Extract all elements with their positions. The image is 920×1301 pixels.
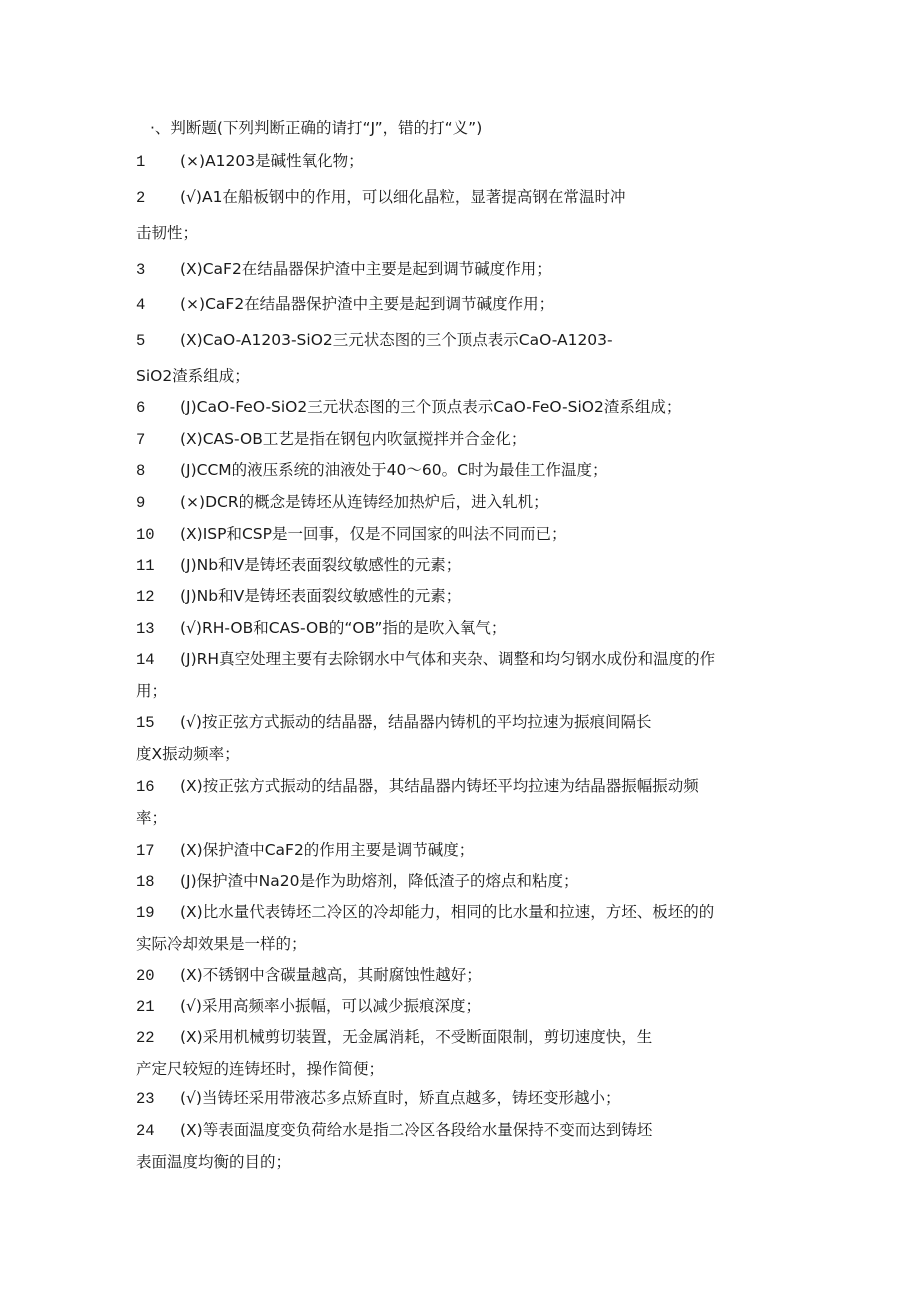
question-item bbox=[136, 187, 625, 208]
question-item bbox=[136, 902, 714, 923]
question-item bbox=[136, 1027, 652, 1048]
question-text-continuation: 表面温度均衡的目的； bbox=[136, 1153, 292, 1171]
question-item bbox=[136, 586, 461, 607]
question-number: 1 bbox=[136, 153, 146, 171]
question-item bbox=[136, 259, 552, 280]
question-number: 20 bbox=[136, 967, 155, 985]
question-text: (J)RH真空处理主要有去除钢水中气体和夹杂、调整和均匀钢水成份和温度的作 bbox=[180, 650, 716, 668]
question-number: 11 bbox=[136, 557, 155, 575]
question-text: (J)CaO-FeO-SiO2三元状态图的三个顶点表示CaO-FeO-SiO2渣系组成； bbox=[180, 398, 682, 416]
question-number: 21 bbox=[136, 998, 155, 1016]
question-text: (√)A1在船板钢中的作用，可以细化晶粒，显著提高钢在常温时冲 bbox=[180, 188, 626, 206]
question-text: (X)按正弦方式振动的结晶器，其结晶器内铸坯平均拉速为结晶器振幅振动频 bbox=[180, 777, 699, 795]
question-number: 7 bbox=[136, 431, 146, 449]
question-item bbox=[136, 555, 461, 576]
question-number: 15 bbox=[136, 714, 155, 732]
question-text: (√)当铸坯采用带液芯多点矫直时，矫直点越多，铸坯变形越小； bbox=[180, 1089, 621, 1107]
question-number: 18 bbox=[136, 873, 155, 891]
question-text-continuation: 击韧性； bbox=[136, 224, 199, 242]
question-item bbox=[136, 330, 613, 351]
question-text: (J)Nb和V是铸坯表面裂纹敏感性的元素； bbox=[180, 587, 462, 605]
question-item bbox=[136, 460, 607, 481]
question-text: (×)DCR的概念是铸坯从连铸经加热炉后，进入轧机； bbox=[180, 493, 549, 511]
question-text: (X)等表面温度变负荷给水是指二冷区各段给水量保持不变而达到铸坯 bbox=[180, 1121, 653, 1139]
question-text: (X)保护渣中CaF2的作用主要是调节碱度； bbox=[180, 841, 475, 859]
question-text: (X)ISP和CSP是一回事，仅是不同国家的叫法不同而已； bbox=[180, 525, 567, 543]
question-item bbox=[136, 618, 506, 639]
question-number: 9 bbox=[136, 494, 146, 512]
question-item bbox=[136, 151, 364, 172]
question-item bbox=[136, 429, 526, 450]
question-item bbox=[136, 524, 566, 545]
question-item bbox=[136, 712, 651, 733]
question-item bbox=[136, 965, 482, 986]
question-number: 22 bbox=[136, 1029, 155, 1047]
question-item bbox=[136, 294, 554, 315]
question-item bbox=[136, 776, 699, 797]
question-text: (J)保护渣中Na20是作为助熔剂，降低渣子的熔点和粘度； bbox=[180, 872, 579, 890]
question-number: 3 bbox=[136, 261, 146, 279]
question-number: 19 bbox=[136, 904, 155, 922]
question-number: 16 bbox=[136, 778, 155, 796]
question-text: (√)RH-OB和CAS-OB的“OB”指的是吹入氧气； bbox=[180, 619, 507, 637]
question-text: (X)不锈钢中含碳量越高，其耐腐蚀性越好； bbox=[180, 966, 482, 984]
question-number: 23 bbox=[136, 1090, 155, 1108]
question-number: 5 bbox=[136, 332, 146, 350]
question-text-continuation: 度X振动频率； bbox=[136, 745, 240, 763]
question-number: 6 bbox=[136, 399, 146, 417]
question-item bbox=[136, 871, 578, 892]
question-text: (X)CaO-A1203-SiO2三元状态图的三个顶点表示CaO-A1203- bbox=[180, 331, 613, 349]
question-text: (X)CaF2在结晶器保护渣中主要是起到调节碱度作用； bbox=[180, 260, 552, 278]
section-heading: ·、判断题(下列判断正确的请打“J”，错的打“义”) bbox=[150, 119, 483, 137]
question-text: (J)CCM的液压系统的油液处于40～60。C时为最佳工作温度； bbox=[180, 461, 608, 479]
question-text: (J)Nb和V是铸坯表面裂纹敏感性的元素； bbox=[180, 556, 462, 574]
question-text: (×)CaF2在结晶器保护渣中主要是起到调节碱度作用； bbox=[180, 295, 555, 313]
question-text-continuation: 实际冷却效果是一样的； bbox=[136, 935, 307, 953]
question-number: 14 bbox=[136, 651, 155, 669]
question-number: 24 bbox=[136, 1122, 155, 1140]
question-number: 12 bbox=[136, 588, 155, 606]
question-item bbox=[136, 492, 549, 513]
question-text: (X)采用机械剪切装置，无金属消耗，不受断面限制，剪切速度快，生 bbox=[180, 1028, 653, 1046]
question-text: (X)比水量代表铸坯二冷区的冷却能力，相同的比水量和拉速，方坯、板坯的的 bbox=[180, 903, 715, 921]
question-text: (×)A1203是碱性氧化物； bbox=[180, 152, 364, 170]
question-item bbox=[136, 649, 715, 670]
question-text: (X)CAS-OB工艺是指在钢包内吹氩搅拌并合金化； bbox=[180, 430, 527, 448]
question-text: (√)按正弦方式振动的结晶器，结晶器内铸机的平均拉速为振痕间隔长 bbox=[180, 713, 652, 731]
question-number: 4 bbox=[136, 296, 146, 314]
question-number: 8 bbox=[136, 462, 146, 480]
question-text-continuation: SiO2渣系组成； bbox=[136, 367, 250, 385]
question-item bbox=[136, 1088, 620, 1109]
question-number: 2 bbox=[136, 189, 146, 207]
question-number: 13 bbox=[136, 620, 155, 638]
question-text-continuation: 用； bbox=[136, 682, 168, 700]
question-item bbox=[136, 840, 474, 861]
question-text: (√)采用高频率小振幅，可以减少振痕深度； bbox=[180, 997, 481, 1015]
question-item bbox=[136, 397, 681, 418]
question-item bbox=[136, 1120, 652, 1141]
question-number: 10 bbox=[136, 526, 155, 544]
question-text-continuation: 产定尺较短的连铸坯时，操作简便； bbox=[136, 1060, 385, 1078]
question-number: 17 bbox=[136, 842, 155, 860]
question-text-continuation: 率； bbox=[136, 809, 168, 827]
question-item bbox=[136, 996, 481, 1017]
